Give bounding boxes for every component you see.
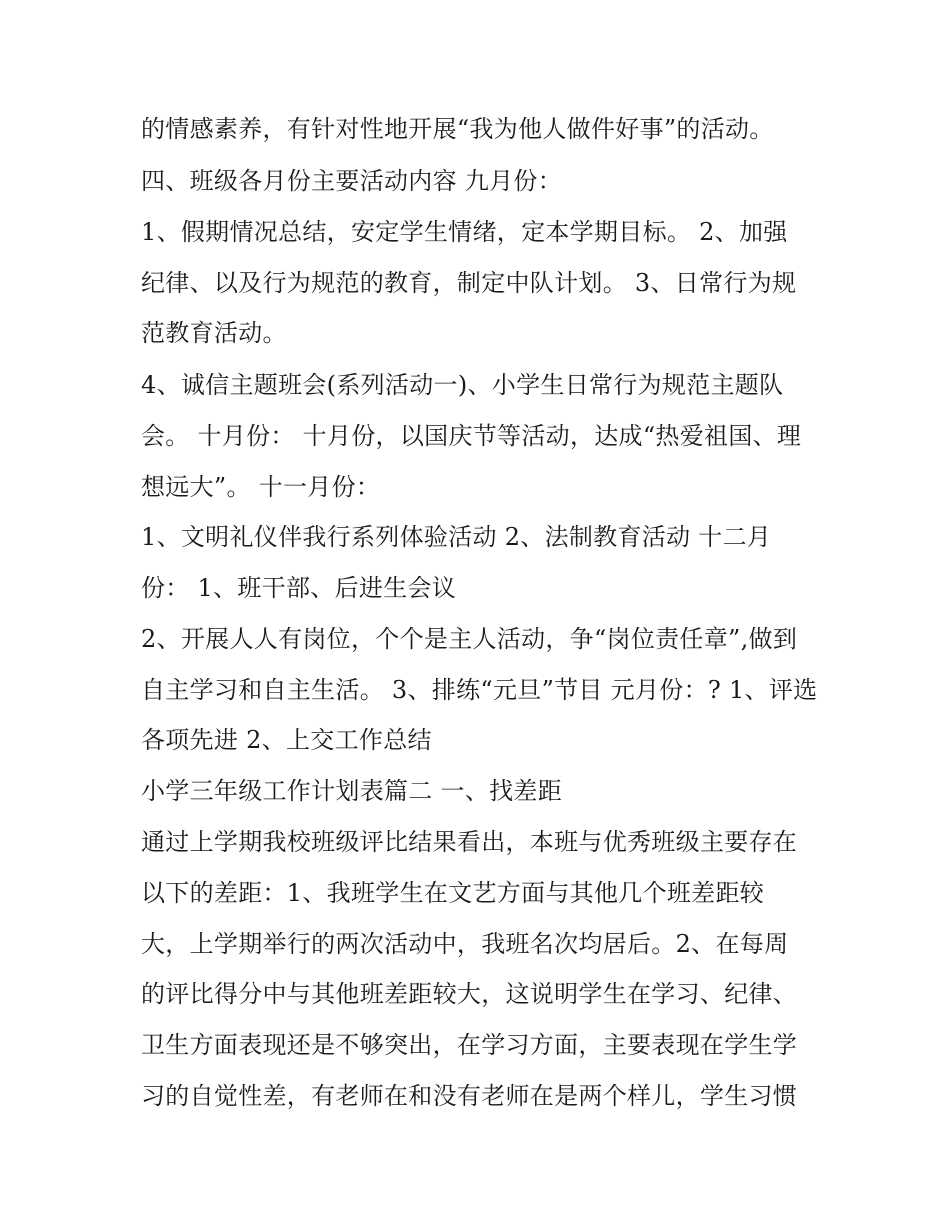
- text-line: 4、诚信主题班会(系列活动一)、小学生日常行为规范主题队: [141, 371, 784, 399]
- text-line: 的情感素养，有针对性地开展“我为他人做件好事”的活动。: [141, 115, 774, 143]
- text-line: 纪律、以及行为规范的教育，制定中队计划。 3、日常行为规: [141, 269, 797, 297]
- text-line: 通过上学期我校班级评比结果看出，本班与优秀班级主要存在: [141, 828, 798, 856]
- text-line: 想远大”。 十一月份：: [141, 473, 381, 501]
- text-line: 卫生方面表现还是不够突出，在学习方面，主要表现在学生学: [141, 1031, 798, 1059]
- text-line: 大，上学期举行的两次活动中，我班名次均居后。2、在每周: [141, 930, 789, 958]
- section-heading: 四、班级各月份主要活动内容 九月份：: [141, 167, 563, 195]
- text-line: 2、开展人人有岗位，个个是主人活动，争“岗位责任章”,做到: [141, 625, 798, 653]
- text-line: 1、文明礼仪伴我行系列体验活动 2、法制教育活动 十二月: [141, 523, 772, 551]
- text-line: 份： 1、班干部、后进生会议: [141, 574, 457, 602]
- text-line: 以下的差距：1、我班学生在文艺方面与其他几个班差距较: [141, 879, 765, 907]
- text-line: 各项先进 2、上交工作总结: [141, 726, 432, 754]
- section-heading: 小学三年级工作计划表篇二 一、找差距: [141, 777, 563, 805]
- text-line: 习的自觉性差，有老师在和没有老师在是两个样儿，学生习惯: [141, 1082, 798, 1110]
- text-line: 自主学习和自主生活。 3、排练“元旦”节目 元月份：? 1、评选: [141, 676, 818, 704]
- text-line: 1、假期情况总结，安定学生情绪，定本学期目标。 2、加强: [141, 218, 788, 246]
- text-line: 范教育活动。: [141, 319, 287, 347]
- text-line: 的评比得分中与其他班差距较大，这说明学生在学习、纪律、: [141, 980, 798, 1008]
- text-line: 会。 十月份： 十月份，以国庆节等活动，达成“热爱祖国、理: [141, 422, 802, 450]
